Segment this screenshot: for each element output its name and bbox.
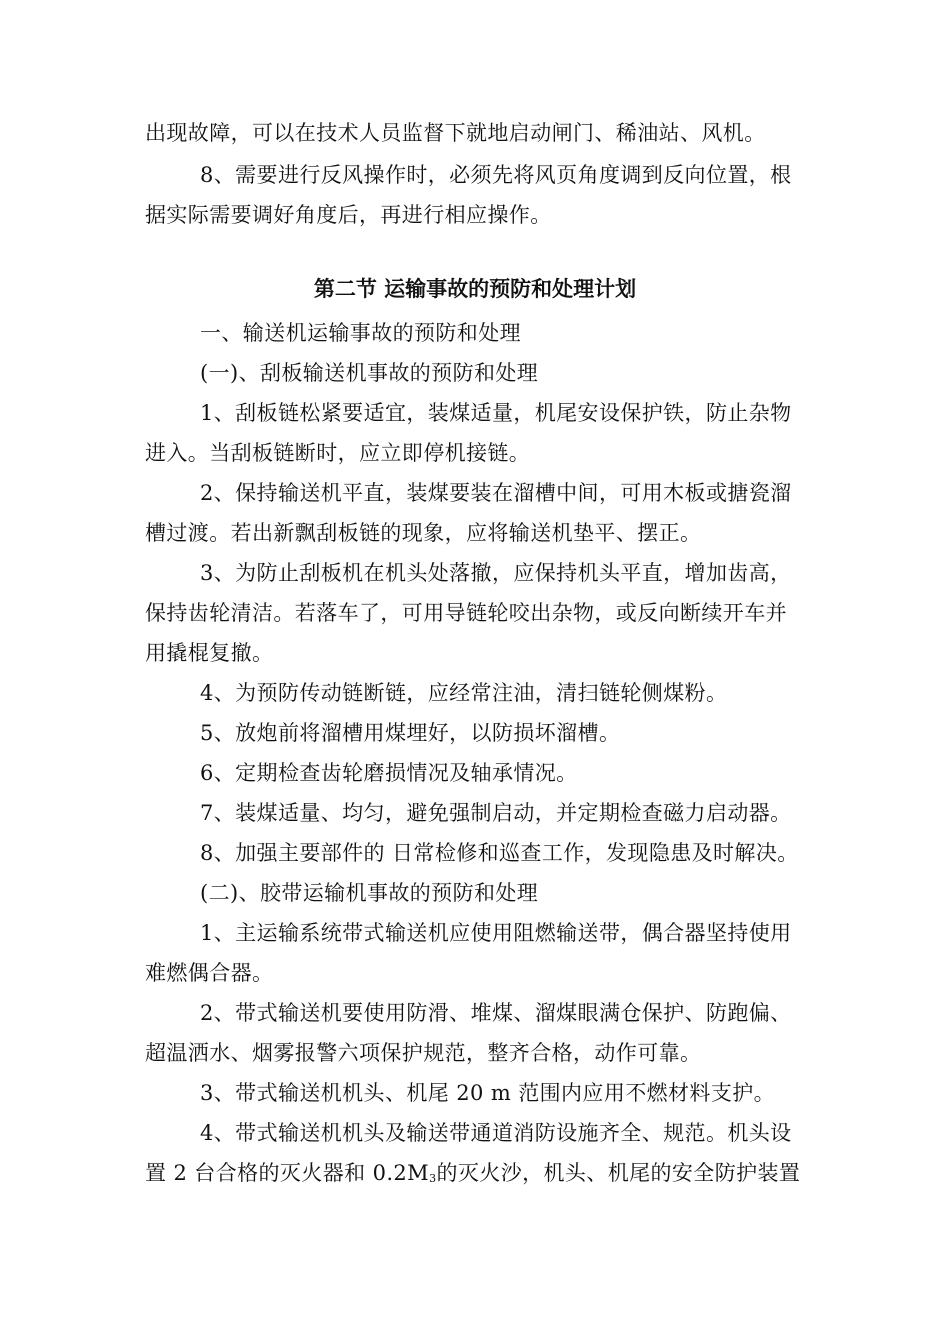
paragraph-line: 3、为防止刮板机在机头处落撤，应保持机头平直，增加齿高， — [200, 561, 792, 585]
line-text: 置 2 台合格的灭火器和 0.2M — [145, 1161, 430, 1185]
paragraph-line: 3、带式输送机机头、机尾 20 m 范围内应用不燃材料支护。 — [200, 1081, 776, 1105]
paragraph-line: 6、定期检查齿轮磨损情况及轴承情况。 — [200, 761, 578, 785]
paragraph-line: 1、主运输系统带式输送机应使用阻燃输送带，偶合器坚持使用 — [200, 921, 792, 945]
paragraph-line: 8、加强主要部件的 日常检修和巡查工作，发现隐患及时解决。 — [200, 841, 799, 865]
paragraph-line: 难燃偶合器。 — [145, 961, 274, 985]
section-title: 第二节 运输事故的预防和处理计划 — [313, 277, 637, 301]
paragraph-line: 保持齿轮清洁。若落车了，可用导链轮咬出杂物，或反向断续开车并 — [145, 601, 787, 625]
superscript-unit: 3 — [429, 1172, 437, 1185]
subsection-heading: (二)、胶带运输机事故的预防和处理 — [200, 881, 539, 905]
paragraph-line: 用撬棍复撤。 — [145, 641, 274, 665]
paragraph-line: 进入。当刮板链断时，应立即停机接链。 — [145, 441, 531, 465]
paragraph-line: 2、保持输送机平直，装煤要装在溜槽中间，可用木板或搪瓷溜 — [200, 481, 792, 505]
paragraph-line: 槽过渡。若出新飘刮板链的现象，应将输送机垫平、摆正。 — [145, 521, 702, 545]
paragraph-line: 8、需要进行反风操作时，必须先将风页角度调到反向位置，根 — [200, 163, 792, 187]
paragraph-line: 1、刮板链松紧要适宜，装煤适量，机尾安设保护铁，防止杂物 — [200, 401, 792, 425]
line-text: 的灭火沙，机头、机尾的安全防护装置 — [436, 1161, 801, 1185]
paragraph-line: 4、带式输送机机头及输送带通道消防设施齐全、规范。机头设 — [200, 1121, 792, 1145]
paragraph-line — [145, 1158, 810, 1194]
paragraph-line: 4、为预防传动链断链，应经常注油，清扫链轮侧煤粉。 — [200, 681, 728, 705]
paragraph-line: 超温洒水、烟雾报警六项保护规范，整齐合格，动作可靠。 — [145, 1041, 702, 1065]
subsection-heading: (一)、刮板输送机事故的预防和处理 — [200, 361, 539, 385]
paragraph-line: 2、带式输送机要使用防滑、堆煤、溜煤眼满仓保护、防跑偏、 — [200, 1001, 792, 1025]
paragraph-line: 据实际需要调好角度后，再进行相应操作。 — [145, 203, 552, 227]
paragraph-line: 5、放炮前将溜槽用煤埋好，以防损坏溜槽。 — [200, 721, 621, 745]
paragraph-line: 出现故障，可以在技术人员监督下就地启动闸门、稀油站、风机。 — [145, 121, 766, 145]
subsection-heading: 一、输送机运输事故的预防和处理 — [200, 321, 521, 345]
paragraph-line: 7、装煤适量、均匀，避免强制启动，并定期检查磁力启动器。 — [200, 801, 792, 825]
